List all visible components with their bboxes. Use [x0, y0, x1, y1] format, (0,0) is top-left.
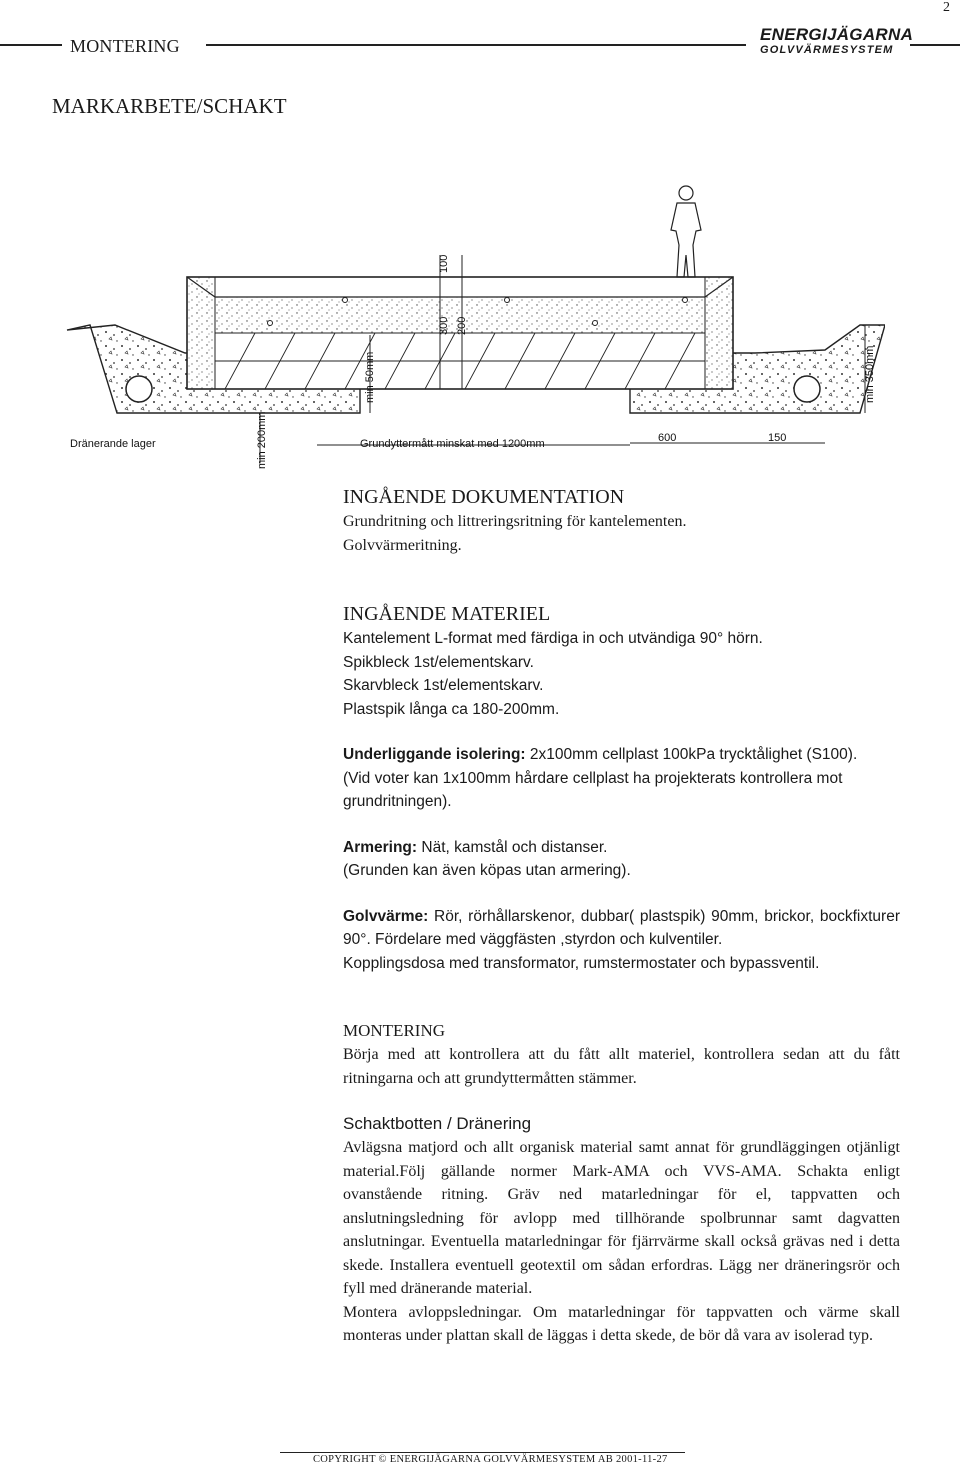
material-line-1: Kantelement L-format med färdiga in och utvändiga 90° hörn. [343, 630, 763, 647]
material-line-4: Plastspik långa ca 180-200mm. [343, 700, 560, 718]
floor-heating-label: Golvvärme: [343, 907, 429, 925]
section-title: MARKARBETE/SCHAKT [52, 94, 287, 118]
dim-label-100: 100 [438, 254, 450, 273]
foundation-cross-section-drawing [55, 175, 885, 475]
reinforcement-note: (Grunden kan även köpas utan armering). [343, 862, 631, 879]
footer-rule [280, 1452, 685, 1453]
header-rule-left [0, 44, 62, 46]
dim-label-min50: min 50mm [364, 351, 376, 403]
insulation-paragraph [343, 743, 900, 767]
mounting-text: Börja med att kontrollera att du fått allt materiel, kontrollera sedan att du fått ritningarna och att grundyttermåtten stämmer. [343, 1046, 900, 1087]
dim-label-200: 200 [456, 316, 468, 335]
page-number: 2 [943, 0, 950, 15]
mounting-heading: MONTERING [343, 1021, 445, 1040]
insulation-note: (Vid voter kan 1x100mm hårdare cellplast ha projekterats kontrollera mot grundritningen). [343, 769, 843, 810]
dim-label-600: 600 [658, 432, 677, 444]
material-line-3: Skarvbleck 1st/elementskarv. [343, 677, 544, 694]
excavation-text-2: Montera avloppsledningar. Om matarledningar för tappvatten och värme skall monteras under plattan skall de läggas i detta skede, de bör då vara av isolerad typ. [343, 1303, 900, 1344]
dim-label-min200: min 200mm [256, 411, 268, 469]
dim-label-300: 300 [438, 316, 450, 335]
floor-heating-line-2: Kopplingsdosa med transformator, rumstermostater och bypassventil. [343, 954, 820, 972]
person-figure [671, 186, 701, 277]
documentation-line-2: Golvvärmeritning. [343, 536, 462, 554]
drainage-layer-label: Dränerande lager [70, 438, 156, 450]
documentation-line-1: Grundritning och littreringsritning för kantelementen. [343, 513, 687, 530]
content-body [343, 484, 900, 1348]
header-title: MONTERING [70, 36, 180, 56]
excavation-heading: Schaktbotten / Dränering [343, 1114, 532, 1133]
floor-heating-paragraph [343, 905, 900, 952]
footer-copyright: COPYRIGHT © ENERGIJÄGARNA GOLVVÄRMESYSTEM AB 2001-11-27 [313, 1454, 668, 1465]
logo-sub-text: GOLVVÄRMESYSTEM [760, 44, 894, 56]
material-heading: INGÅENDE MATERIEL [343, 603, 551, 625]
floor-heating-text: Rör, rörhållarskenor, dubbar( plastspik) 90mm, brickor, bockfixturer 90°. Fördelare med väggfästen ,styrdon och kulventiler. [343, 907, 900, 948]
header-rule-middle [206, 44, 746, 46]
dim-label-150: 150 [768, 432, 787, 444]
reinforcement-text: Nät, kamstål och distanser. [417, 838, 608, 856]
dim-label-min350: min 350mm [864, 345, 876, 403]
company-logo [760, 25, 914, 64]
foundation-size-note: Grundyttermått minskat med 1200mm [360, 438, 545, 450]
documentation-heading: INGÅENDE DOKUMENTATION [343, 486, 625, 508]
logo-main-text: ENERGIJÄGARNA [760, 25, 914, 44]
reinforcement-label: Armering: [343, 838, 418, 856]
material-line-2: Spikbleck 1st/elementskarv. [343, 653, 534, 671]
insulation-text: 2x100mm cellplast 100kPa trycktålighet (S100). [525, 746, 858, 763]
header-rule-right [910, 44, 960, 46]
reinforcement-paragraph [343, 836, 900, 860]
insulation-label: Underliggande isolering: [343, 746, 526, 763]
excavation-text: Avlägsna matjord och allt organisk material samt annat för grundläggingen otjänligt material.Följ gällande normer Mark-AMA och VVS-AMA. Schakta enligt ovanstående ritning. Gräv ned matarledningar för el, tappvatten och anslutningsledning för avlopp med tillhörande spolbrunnar samt dagvatten anslutningar. Eventuella matarledningar för fjärrvärme skall också grävas ned i detta skede. Installera eventuell geotextil om sådan erfordras. Lägg ner dräneringsrör och fyll med dränerande material. [343, 1139, 900, 1297]
